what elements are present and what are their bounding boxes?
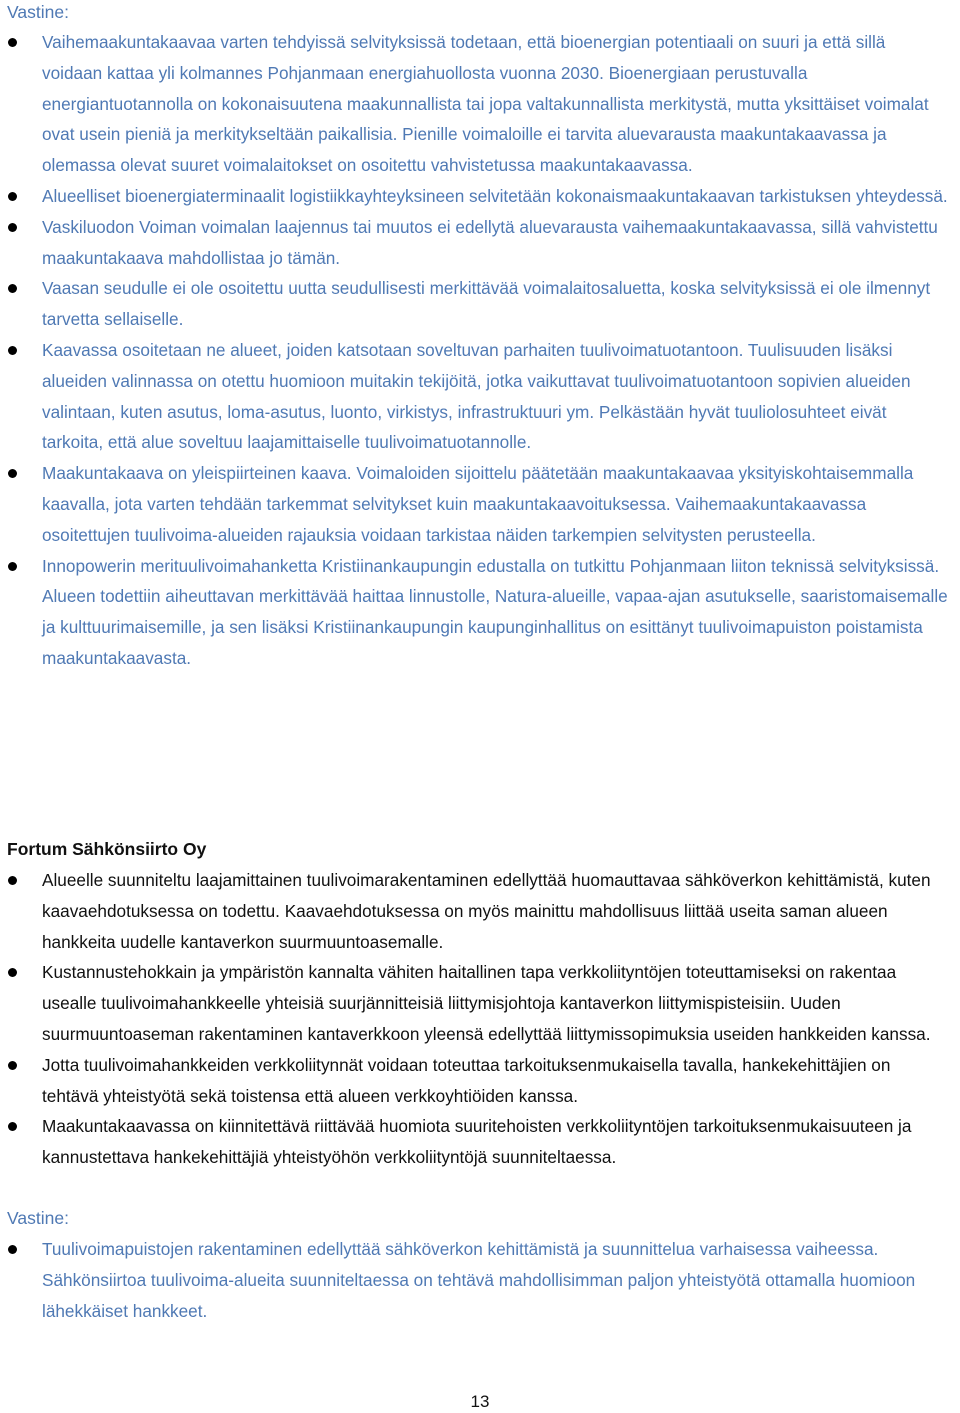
list-item-text: Alueelle suunniteltu laajamittainen tuulivoimarakentaminen edellyttää huomauttavaa sähköverkon kehittämistä, kuten kaavaehdotuksessa on todettu. Kaavaehdotuksessa on myös mainittu mahdollisuus liittää useita saman alueen hankkeita uudelle kantaverkon suurmuuntoasemalle.: [42, 870, 931, 952]
response-label: Vastine:: [7, 2, 69, 22]
list-item: [0, 273, 960, 335]
list-item: [0, 1050, 960, 1112]
response-label: Vastine:: [7, 1208, 69, 1228]
list-item-text: Alueelliset bioenergiaterminaalit logistiikkayhteyksineen selvitetään kokonaismaakuntakaavan tarkistuksen yhteydessä.: [42, 185, 948, 206]
bullet-icon: [8, 346, 17, 355]
bullet-icon: [8, 469, 17, 478]
statement-list: [0, 865, 960, 1173]
list-item: [0, 551, 960, 674]
page-number: 13: [470, 1392, 490, 1411]
list-item-text: Vaasan seudulle ei ole osoitettu uutta seudullisesti merkittävää voimalaitosaluetta, koska selvityksissä ei ole ilmennyt tarvetta sellaiselle.: [42, 278, 931, 330]
section-heading: Fortum Sähkönsiirto Oy: [7, 839, 207, 859]
list-item: [0, 181, 960, 212]
list-item-text: Maakuntakaavassa on kiinnitettävä riittävää huomiota suuritehoisten verkkoliityntöjen tarkoituksenmukaisuuteen ja kannustettava hankekehittäjiä yhteistyöhön verkkoliityntöjä suunniteltaessa.: [42, 1116, 912, 1168]
list-item: [0, 1234, 960, 1326]
list-item: [0, 27, 960, 181]
bullet-icon: [8, 192, 17, 201]
bullet-icon: [8, 1245, 17, 1254]
list-item: [0, 458, 960, 550]
list-item-text: Vaskiluodon Voiman voimalan laajennus tai muutos ei edellytä aluevarausta vaihemaakuntakaavassa, sillä vahvistettu maakuntakaava mahdollistaa jo tämän.: [42, 216, 938, 268]
bullet-icon: [8, 968, 17, 977]
bullet-icon: [8, 1122, 17, 1131]
bullet-icon: [8, 562, 17, 571]
list-item: [0, 1111, 960, 1173]
list-item-text: Maakuntakaava on yleispiirteinen kaava. Voimaloiden sijoittelu päätetään maakuntakaavaa yksityiskohtaisemmalla kaavalla, jota varten tehdään tarkemmat selvitykset kuin maakuntakaavoituksessa. Vaihemaakuntakaavassa osoitettujen tuulivoima-alueiden rajauksia voidaan tarkistaa näiden tarkempien selvitysten perusteella.: [42, 463, 914, 545]
list-item-text: Innopowerin merituulivoimahanketta Kristiinankaupungin edustalla on tutkittu Pohjanmaan liiton teknissä selvityksissä. Alueen todettiin aiheuttavan merkittävää haittaa linnustolle, Natura-alueille, vapaa-ajan asutukselle, saaristomaisemalle ja kulttuurimaisemille, ja sen lisäksi Kristiinankaupungin kaupunginhallitus on esittänyt tuulivoimapuiston poistamista maakuntakaavasta.: [42, 555, 948, 668]
list-item: [0, 957, 960, 1049]
list-item-text: Vaihemaakuntakaavaa varten tehdyissä selvityksissä todetaan, että bioenergian potentiaali on suuri ja että sillä voidaan kattaa yli kolmannes Pohjanmaan energiahuollosta vuonna 2030. Bioenergiaan perustuvalla energiantuotannolla on kokonaisuutena maakunnallista tai jopa valtakunnallista merkitystä, mutta yksittäiset voimalat ovat usein pieniä ja merkitykseltään paikallisia. Pienille voimaloille ei tarvita aluevarausta maakuntakaavassa ja olemassa olevat suuret voimalaitokset on osoitettu vahvistetussa maakuntakaavassa.: [42, 32, 929, 176]
bullet-icon: [8, 223, 17, 232]
list-item-text: Kustannustehokkain ja ympäristön kannalta vähiten haitallinen tapa verkkoliityntöjen toteuttamiseksi on rakentaa usealle tuulivoimahankkeelle yhteisiä suurjännitteisiä liittymisjohtoja kantaverkon liittymispisteisiin. Uuden suurmuuntoaseman rakentaminen kantaverkkoon yleensä edellyttää liittymissopimuksia useiden hankkeiden kanssa.: [42, 962, 931, 1044]
list-item-text: Tuulivoimapuistojen rakentaminen edellyttää sähköverkon kehittämistä ja suunnittelua varhaisessa vaiheessa. Sähkönsiirtoa tuulivoima-alueita suunniteltaessa on tehtävä mahdollisimman paljon yhteistyötä ottamalla huomioon lähekkäiset hankkeet.: [42, 1239, 916, 1321]
list-item: [0, 212, 960, 274]
response-list: [0, 27, 960, 674]
response-list: [0, 1234, 960, 1326]
list-item-text: Jotta tuulivoimahankkeiden verkkoliitynnät voidaan toteuttaa tarkoituksenmukaisella tavalla, hankekehittäjien on tehtävä yhteistyötä sekä toistensa että alueen verkkoyhtiöiden kanssa.: [42, 1054, 891, 1106]
list-item: [0, 335, 960, 458]
bullet-icon: [8, 1061, 17, 1070]
list-item: [0, 865, 960, 957]
bullet-icon: [8, 38, 17, 47]
bullet-icon: [8, 284, 17, 293]
bullet-icon: [8, 876, 17, 885]
list-item-text: Kaavassa osoitetaan ne alueet, joiden katsotaan soveltuvan parhaiten tuulivoimatuotantoon. Tuulisuuden lisäksi alueiden valinnassa on otettu huomioon muitakin tekijöitä, jotka vaikuttavat tuulivoimatuotantoon sopivien alueiden valintaan, kuten asutus, loma-asutus, luonto, virkistys, infrastruktuuri ym. Pelkästään hyvät tuuliolosuhteet eivät tarkoita, että alue soveltuu laajamittaiselle tuulivoimatuotannolle.: [42, 339, 911, 453]
